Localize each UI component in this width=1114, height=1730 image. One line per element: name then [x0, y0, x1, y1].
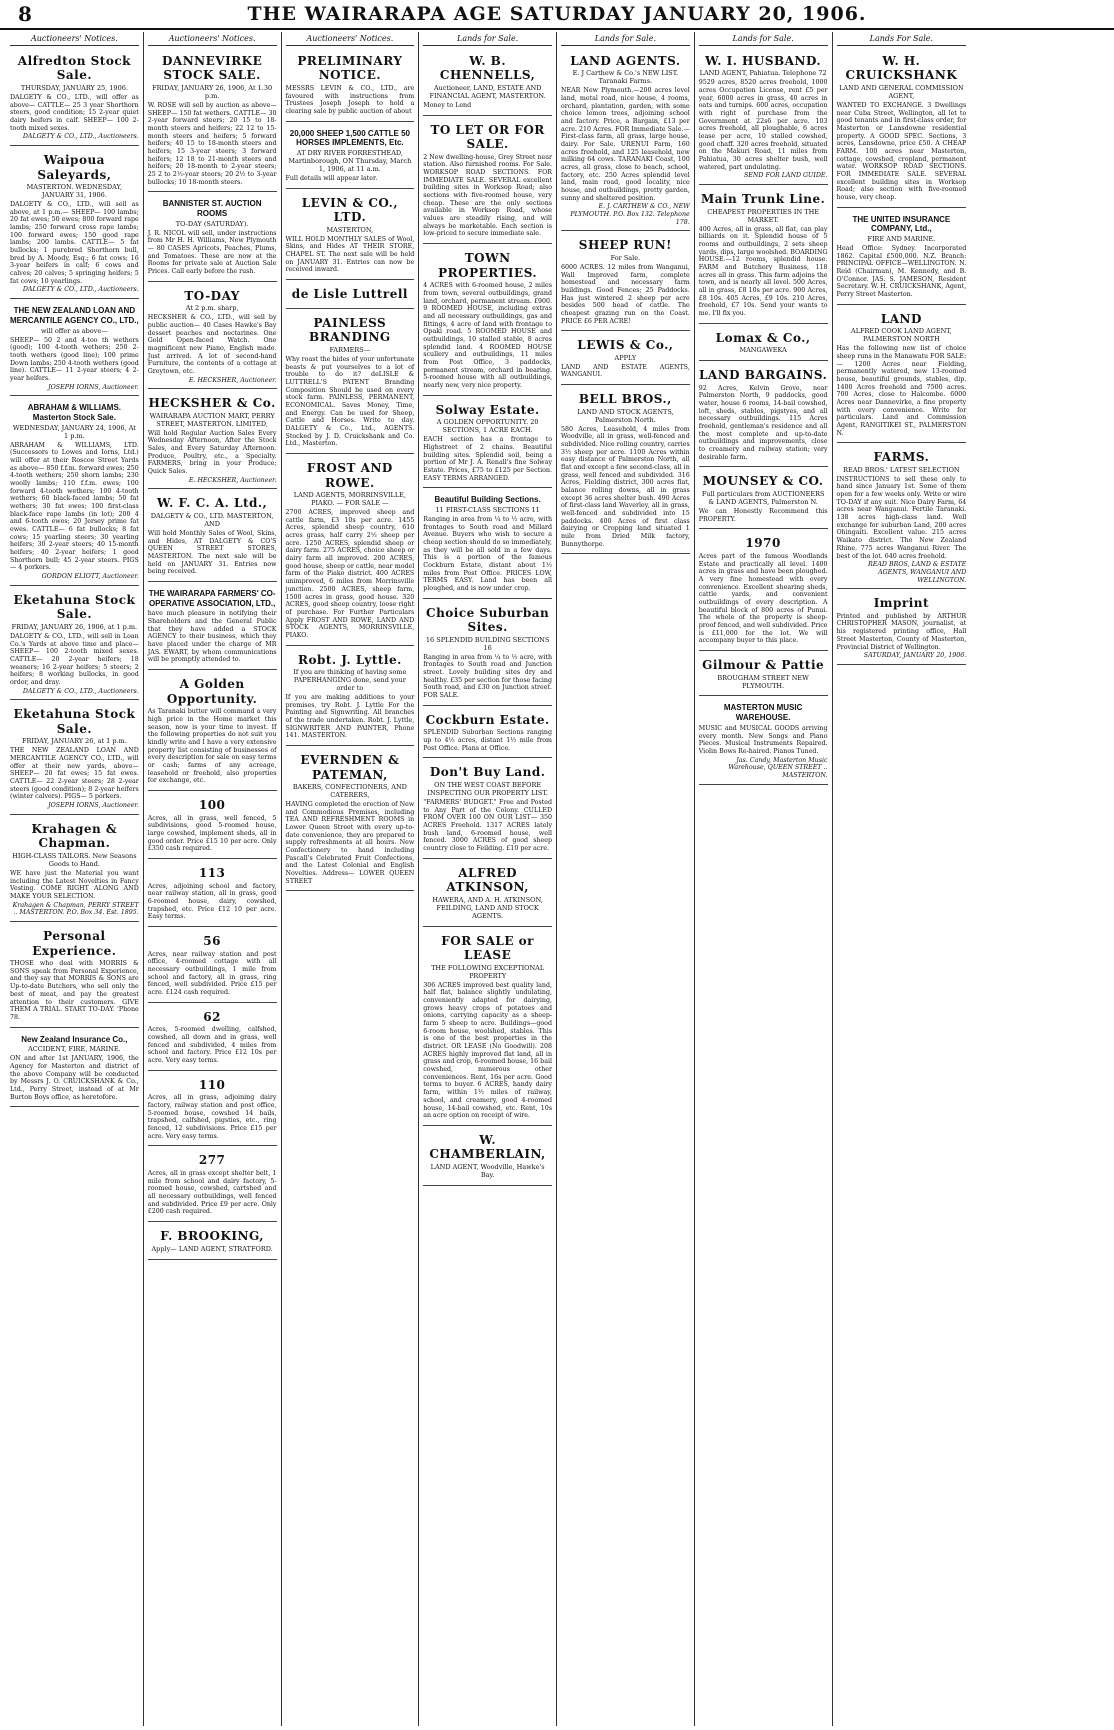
ad-subheading: FRIDAY, JANUARY 26, 1906, At 1.30 p.m. [152, 84, 273, 100]
ad-heading: BELL BROS., [578, 392, 672, 407]
column-7 [833, 32, 971, 1726]
ad-body: ABRAHAM & WILLIAMS, LTD. (Successors to Lowes and Iorns, Ltd.) will offer at their Roscoe Street Yards as above— 850 f.f.m. forward ewes; 250 4-tooth wethers; 250 shorn lambs; 230 woolly lambs; 110 f.f.m. ewes; 100 forward 4-tooth wethers; 100 4-tooth wethers; 60 black-faced lambs; 50 fat wethers; 30 fat ewes; 100 first-class black-face rape lambs (in lot); 200 4 and 6-tooth ewes; 20 Jersey prime fat ewes. CATTLE— 6 fat bullocks; 8 fat cows; 15 yearling steers; 30 yearling heifers; 30 2-year steers; 40 15-month heifers; 40 2-year heifers; 1 good Shorthorn bull; 45 2-year steers. PIGS— 4 porkers. [10, 441, 139, 572]
ad-subheading: BROUGHAM STREET NEW PLYMOUTH. [717, 673, 809, 690]
ad-heading: W. CHAMBERLAIN, [429, 1132, 546, 1162]
ad-body: Will hold Monthly Sales of Wool, Skins, and Hides, AT DALGETY & CO'S QUEEN STREET STORES, MASTERTON. The next sale will be held on JANUARY 31. Entries now being received. [147, 529, 277, 576]
ad-body: Head Office: Sydney. Incorporated 1862. Capital £500,000. N.Z. Branch: PRINCIPAL OFFICE—WELLINGTON. N. Reid (Chairman), M. Kennedy, and B. O'Connor. JAS. S. JAMESON, Resident Secretary. W. H. CRUICKSHANK, Agent, Perry Street Masterton. [836, 245, 967, 299]
ad-heading: Don't Buy Land. [429, 765, 546, 780]
ad-heading: LAND BARGAINS. [698, 368, 828, 383]
ad-signature: JOSEPH IORNS, Auctioneer. [48, 802, 139, 810]
advertisement [148, 672, 277, 791]
ad-signature: DALGETY & CO., LTD., Auctioneers. [22, 286, 139, 294]
ad-subheading: LAND AGENTS, MORRINSVILLE, PIAKO. — FOR SALE — [293, 491, 406, 508]
ad-subheading: MANGAWEKA [739, 346, 787, 355]
ad-subheading: E. J Carthew & Co.'s NEW LIST. Taranaki Farms. [572, 69, 679, 86]
ad-body: MESSRS LEVIN & CO., LTD., are favoured with instructions from Trustees Joseph Joseph to hold a clearing sale by public auction of about [285, 85, 415, 116]
ad-heading: Eketahuna Stock Sale. [13, 707, 136, 736]
ad-heading: de Lisle Luttrell [291, 287, 408, 302]
ad-heading: ABRAHAM & WILLIAMS. Masterton Stock Sale. [27, 403, 122, 422]
ad-body: As Taranaki butter will command a very high price in the Home market this season, now is your time to invest. If the following properties do not suit you kindly write and I have a very extensive property list consisting of businesses of every description for sale on easy terms or cash; farms of any acreage, leasehold or freehold, also properties for exchange, etc. [147, 708, 277, 785]
ad-heading: W. H. CRUICKSHANK [845, 53, 958, 83]
ad-heading: W. F. C. A. Ltd., [157, 496, 268, 511]
advertisement [10, 817, 139, 922]
ad-body: SHEEP— 50 2 and 4-too th wethers (good); 100 4-tooth wethers; 250 2-tooth wethers (good line); 100 prime Down lambs; 250 4-tooth wethers (good line). CATTLE— 11 2-year steers; 4 2-year heifers. [10, 336, 139, 382]
column-header: Lands for Sale. [699, 34, 828, 46]
ad-body: THE NEW ZEALAND LOAN AND MERCANTILE AGENCY CO., LTD., will offer at their new yards, above— SHEEP— 20 fat ewes; 15 fat ewes. CATTLE— 22 2-year steers; 28 2-year steers (good condition); 8 2-year heifers (winter calvers). PIGS— 5 porkers. [10, 747, 139, 801]
ad-signature: DALGETY & CO., LTD., Auctioneers. [22, 687, 139, 695]
advertisement [148, 1224, 277, 1260]
ad-subheading: FARMERS— [329, 346, 371, 355]
ad-body: Money to Lend [423, 101, 472, 109]
advertisement [286, 648, 415, 746]
ad-body: Has the following new list of choice sheep runs in the Manawatu FOR SALE:— 1200 Acres near Fielding, permanently watered, new 13-roomed house, beautiful grounds, stables, dip. 1400 Acres freehold and 7500 acres. 700 Acres, close to Halcombe. 6000 Acres near Dannevirke, a fine property with every convenience. Write for particulars. Land and Commission Agent, RANGITIKEI ST., PALMERSTON N. [836, 345, 967, 437]
column-1 [6, 32, 144, 1726]
advertisement [837, 49, 967, 208]
ad-heading: LEVIN & CO., LTD. [301, 195, 399, 225]
ad-heading: Robt. J. Lyttle. [297, 652, 402, 667]
advertisement [699, 469, 828, 529]
advertisement [10, 148, 139, 299]
advertisement [10, 702, 139, 815]
advertisement [699, 653, 828, 696]
advertisement [837, 591, 967, 665]
ad-subheading: FRIDAY, JANUARY 26, at 1 p.m. [21, 737, 127, 746]
ad-signature: E. HECKSHER, Auctioneer. [188, 376, 277, 384]
page-number: 8 [18, 2, 32, 26]
ad-heading: W. B. CHENNELLS, [439, 53, 536, 83]
ad-signature: E. J. CARTHEW & CO., NEW PLYMOUTH. P.O. Box 132. Telephone 178. [570, 203, 690, 226]
ad-body: 2700 ACRES, improved sheep and cattle farm, £3 10s per acre. 1455 Acres, splendid sheep country, 610 acres grass, half carry 2½ sheep per acre. 1250 ACRES, splendid sheep or dairy farm. 275 ACRES, choice sheep or dairy farm all improved. 200 ACRES, good house, sheep or cattle, near model farm of the Piako district. 400 ACRES unimproved, 6 miles from Morrinsville junction. 2500 ACRES, sheep farm, 1500 acres in grass, good house. 320 ACRES, good sheep country, loose right of purchase. For Further Particulars Apply FROST AND ROWE, LAND AND STOCK AGENTS, MORRINSVILLE, PIAKO. [285, 509, 415, 639]
ad-heading: W. I. HUSBAND. [705, 53, 822, 68]
ad-heading: LAND [880, 311, 922, 326]
ad-heading: MASTERTON MUSIC WAREHOUSE. [723, 703, 803, 723]
advertisement [148, 1073, 277, 1147]
ad-heading: THE NEW ZEALAND LOAN AND MERCANTILE AGENCY CO., LTD., [10, 306, 139, 325]
ad-body: DALGETY & CO., LTD., will sell as above, at 1 p.m.— SHEEP— 100 lambs; 20 fat ewes; 50 ewes; 800 forward rape lambs; 250 forward cross rape lambs; 100 forward ewes; 150 good rape lambs; 200 lambs. CATTLE— 5 fat bullocks; 1 purebred Shorthorn bull, bred by A. Moody, Esq.; 6 fat cows; 16 3-year heifers in calf; 6 cows and calves; 20 calves; 5 springing heifers; 5 fat cows; 10 yearlings. [10, 201, 139, 285]
advertisement [286, 124, 415, 189]
ad-heading: FARMS. [873, 450, 930, 465]
advertisement [148, 861, 277, 927]
ad-body: Will hold Regular Auction Sales Every Wednesday Afternoon, After the Stock Sales, and Every Saturday Afternoon. Produce, Poultry, etc., a Specialty. FARMERS, bring in your Produce; Quick Sales. [147, 429, 277, 476]
ad-subheading: ACCIDENT, FIRE, MARINE. [28, 1045, 121, 1054]
ad-body: WILL HOLD MONTHLY SALES of Wool, Skins, and Hides AT THEIR STORE, CHAPEL ST. The next sale will be held on JANUARY 31. Entries can now be received inward. [285, 235, 415, 274]
ad-subheading: will offer as above— [41, 326, 108, 335]
ad-signature: DALGETY & CO., LTD., Auctioneers. [22, 133, 139, 141]
column-6 [695, 32, 833, 1726]
advertisement [423, 49, 552, 116]
ad-subheading: Full particulars from AUCTIONEERS & LAND AGENTS, Palmerston N. [701, 490, 825, 506]
advertisement [561, 333, 690, 385]
advertisement [10, 588, 139, 701]
ad-subheading: ALFRED COOK LAND AGENT, PALMERSTON NORTH [851, 327, 952, 344]
advertisement [423, 601, 552, 706]
ad-body: WE have just the Material you want including the Latest Novelties in Fancy Vesting. COME RIGHT ALONG AND MAKE YOUR SELECTION. [10, 869, 139, 900]
column-header: Lands for Sale. [423, 34, 552, 46]
column-header: Auctioneers' Notices. [10, 34, 139, 46]
ad-heading: 277 [198, 1153, 226, 1168]
advertisement [286, 456, 415, 646]
ad-body: HECKSHER & CO., LTD., will sell by public auction— 40 Cases Hawke's Bay dessert peaches and nectarines. One Gold Open-faced Watch. One magnificent new Piano, English made. Just arrived. A lot of second-hand Furniture, the contents of a cottage at Greytown, etc. [147, 314, 277, 375]
ad-heading: Personal Experience. [32, 928, 117, 958]
ad-body: 580 Acres, Leasehold, 4 miles from Woodville, all in grass, well-fenced and subdivided. Nice rolling country, carries 3½ sheep per acre. 1100 Acres within easy distance of Palmerston North, all flat and except a few second-class, all in grass, well fenced and subdivided. 316 Acres, Fielding district, 300 acres flat, balance rolling downs, all in grass except 36 acres shelter bush. 490 Acres of first-class land Waverley, all in grass, well-fenced and subdivided into 15 paddocks. 400 Acres of first class dairying or Cropping land situated 1 mile from Dried Milk factory, Bunnythorpe. [561, 425, 690, 548]
ad-body: 6000 ACRES. 12 miles from Wanganui, Wall Improved farm, complete homestead and necessary farm buildings. Good Fences; 25 Paddocks. Has just wintered 2 sheep per acre besides 500 head of cattle. The cheapest grazing run on the Coast. PRICE £6 PER ACRE! [561, 263, 690, 325]
ad-body: WANTED TO EXCHANGE. 3 Dwellings near Cuba Street, Wellington, all let to good tenants and in first-class order, for Masterton or Lansdowne residential property. A GOOD SPEC. Sections, 3 acres, Lansdowne, price £50. A CHEAP FARM. 100 acres near Masterton, cottage, cowshed, cropland, permanent water. WORKSOP ROAD SECTIONS. FOR IMMEDIATE SALE. SEVERAL excellent building sites in Worksop Road; also section with five-roomed house, very cheap. [836, 101, 967, 201]
advertisement [423, 246, 552, 396]
ad-subheading: LAND AND STOCK AGENTS, Palmerston North. [577, 407, 674, 424]
ad-subheading: LAND AND GENERAL COMMISSION AGENT, [839, 84, 964, 100]
ad-heading: 110 [198, 1077, 226, 1092]
column-header: Auctioneers' Notices. [286, 34, 415, 46]
ad-body: 4 ACRES with 6-roomed house, 2 miles from town, several outbuildings, grand land, orchard, permanent stream. £900. 9 ROOMED HOUSE, including extras and all necessary outbuildings, gas and fittings, 4 acre of land with frontage to Opaki road. 5 ROOMED HOUSE and outbuildings, 10 stalled stable, 8 acres splendid land. 4 ROOMED HOUSE scullery and outbuildings, 11 miles from Post Office, 3 paddocks, permanent stream, orchard in bearing. 5-roomed house with all outbuildings, nearly new, very nice property. [423, 282, 552, 390]
ad-heading: LEWIS & Co., [577, 338, 674, 353]
advertisement [423, 398, 552, 489]
columns [6, 32, 1108, 1726]
advertisement [148, 929, 277, 1003]
ad-body: 92 Acres, Kelvin Grove, near Palmerston North, 9 paddocks, good water, house 6 rooms, 14-bail cowshed, loft, sheds, stables, pigstyes, and all necessary outbuildings. 115 Acres freehold, gentleman's residence and all the most complete and up-to-date outbuildings and improvements, close to creamery and railway station; very desirable farm. [698, 384, 828, 461]
advertisement [699, 187, 828, 324]
ad-heading: HECKSHER & Co. [148, 396, 276, 411]
advertisement [423, 929, 552, 1126]
column-4 [419, 32, 557, 1726]
ad-body: Acres, near railway station and post office, 4-roomed cottage with all necessary outbuildings, 1 mile from school and factory, all in grass, ring fenced, well subdivided. Price £15 per acre. £124 cash required. [147, 950, 277, 997]
ad-signature: E. HECKSHER, Auctioneer. [188, 476, 277, 484]
ad-subheading: APPLY [614, 353, 637, 362]
column-header: Lands For Sale. [837, 34, 967, 46]
ad-heading: LAND AGENTS. [570, 53, 681, 68]
ad-heading: 56 [203, 934, 221, 949]
ad-heading: Waipoua Saleyards, [37, 152, 112, 182]
ad-signature: JOSEPH IORNS, Auctioneer. [48, 383, 139, 391]
advertisement [837, 445, 967, 589]
advertisement [423, 708, 552, 759]
ad-heading: ALFRED ATKINSON, [446, 865, 529, 895]
ad-subheading: WAIRARAPA AUCTION MART, PERRY STREET, MASTERTON. LIMITED, [149, 411, 275, 428]
advertisement [837, 307, 967, 444]
advertisement [148, 194, 277, 281]
ad-heading: Main Trunk Line. [700, 192, 826, 207]
ad-heading: THE WAIRARAPA FARMERS' CO-OPERATIVE ASSOCIATION, LTD., [148, 588, 276, 608]
ad-heading: SHEEP RUN! [578, 238, 672, 253]
ad-heading: Lomax & Co., [715, 330, 811, 345]
advertisement [561, 387, 690, 554]
ad-heading: 100 [198, 798, 226, 813]
advertisement [423, 1128, 552, 1186]
ad-subheading: THE FOLLOWING EXCEPTIONAL PROPERTY [431, 963, 545, 980]
ad-heading: Solway Estate. [435, 402, 540, 417]
advertisement [148, 491, 277, 582]
ad-body: DALGETY & CO., LTD., will sell in Loan Co.'s Yards at above time and place— SHEEP— 100 2-tooth mixed sexes. CATTLE— 20 2-year heifers; 18 weaners; 16 2-year heifers; 5 steers; 2 heifers; 8 working bullocks, in good order, and dray. [10, 632, 139, 686]
advertisement [699, 531, 828, 651]
ad-subheading: AT DRY RIVER FORRESTHEAD, Martinborough, ON Thursday, March 1, 1906, at 11 a.m. [288, 149, 412, 174]
ad-body: DALGETY & CO., LTD., will offer as above— CATTLE— 25 3 year Shorthorn steers, good condition; 15 2-year quiet dairy heifers in calf. SHEEP— 100 2-tooth mixed sexes. [10, 93, 139, 132]
ad-body: Why roast the hides of your unfortunate beasts & put yourselves to a lot of trouble to do it? deLISLE & LUTTRELL'S PATENT Branding Composition Should be used on every stock farm. PAINLESS, PERMANENT, ECONOMICAL. Saves Money, Time, and Energy. Can be used for Sheep, Cattle and Horses. Write to day. DALGETY & Co., Ltd., AGENTS. Stocked by J. D. Cruickshank and Co. Ltd., Masterton. [285, 355, 415, 448]
ad-subheading: Apply— LAND AGENT, STRATFORD. [151, 1244, 273, 1253]
ad-body: EACH section has a frontage to Highstreet of 2 chains. Beautiful building sites. Splendid soil, being a portion of Mr J. A. Renall's fine Solway Estate. Prices, £75 to £125 per Section. EASY TERMS ARRANGED. [423, 436, 552, 482]
ad-heading: F. BROOKING, [160, 1229, 264, 1244]
ad-signature: GORDON ELIOTT, Auctioneer. [41, 573, 139, 580]
ad-heading: New Zealand Insurance Co., [21, 1034, 128, 1044]
ad-heading: A Golden Opportunity. [166, 677, 258, 706]
ad-subheading: HAWERA, AND A. H. ATKINSON, FEILDING, LAND AND STOCK AGENTS. [432, 895, 543, 920]
ad-heading: EVERNDEN & PATEMAN, [300, 752, 400, 782]
ad-body: Ranging in area from ¼ to ½ acre, with frontages to South road and Millard Avenue. Buyers who wish to secure a cheap section should do so immediately, as they will be all sold in a few days. This is a portion of the famous Cockburn Estate, distant about 1½ miles from Post Office. PRICES LOW, TERMS EASY. Land has been all ploughed, and is now under crop. [423, 515, 552, 593]
advertisement [561, 233, 690, 331]
ad-subheading: ON THE WEST COAST BEFORE INSPECTING OUR PROPERTY LIST. [427, 781, 548, 798]
masthead-title: THE WAIRARAPA AGE SATURDAY JANUARY 20, 1906. [247, 3, 867, 25]
ad-heading: Cockburn Estate. [425, 712, 550, 727]
ad-heading: Krahagen & Chapman. [31, 821, 118, 851]
ad-body: INSTRUCTIONS to sell these only to hand since January 1st. Some of them open for a few weeks only. Write or wire TO-DAY if any suit. Nice Dairy Farm, 64 acres near Wanganui. Fertile Taranaki. 138 acres high-class land. Well exchange for suburban Land, 200 acres Ohingaiti. Excellent value. 215 acres Waikato district. The New Zealand Rhine. 775 acres Wanganui River. The best of the lot. 640 acres freehold. [836, 475, 967, 560]
ad-heading: 1970 [745, 536, 781, 551]
advertisement [148, 584, 277, 670]
advertisement [10, 301, 139, 396]
advertisement [286, 282, 415, 309]
ad-subheading: HIGH-CLASS TAILORS. New Seasons Goods to Hand. [12, 852, 137, 868]
ad-body: J. R. NICOL will sell, under instructions from Mr H. H. Williams, New Plymouth— 80 CASES Apricots, Peaches, Plums, and Tomatoes. These are now at the Rooms for private sale at Auction Sale Prices. Call early before the rush. [147, 229, 277, 276]
ad-heading: DANNEVIRKE STOCK SALE. [161, 53, 263, 83]
column-3 [282, 32, 420, 1726]
ad-heading: PAINLESS BRANDING [309, 315, 391, 345]
masthead [0, 0, 1114, 30]
ad-heading: TOWN PROPERTIES. [438, 251, 538, 280]
advertisement [10, 924, 139, 1028]
ad-body: Acres, all in grass except shelter belt, 1 mile from school and dairy factory, 5-roomed house, cowshed, cartshed and all necessary outbuildings, well fenced and subdivided. Price £9 per acre. Only £200 cash required. [147, 1170, 277, 1216]
ad-heading: Gilmour & Pattie [702, 657, 825, 672]
advertisement [148, 1148, 277, 1222]
ad-heading: Beautiful Building Sections. [434, 495, 541, 505]
ad-signature: SEND FOR LAND GUIDE. [743, 172, 828, 180]
ad-heading: PRELIMINARY NOTICE. [297, 53, 403, 83]
ad-signature: READ BROS, LAND & ESTATE AGENTS, WANGANUI AND WELLINGTON. [868, 561, 967, 584]
advertisement [699, 326, 828, 362]
ad-body: "FARMERS' BUDGET." Free and Posted to Any Part of the Colony. CULLED FROM OVER 100 ON OUR LIST— 350 ACRES Freehold. 1317 ACRES lately bush land, 6-roomed house, well fenced. 3000 ACRES of good sheep country close to Feilding. £10 per acre. [423, 798, 552, 852]
advertisement [699, 698, 828, 784]
advertisement [148, 793, 277, 859]
ad-body: have much pleasure in notifying their Shareholders and the General Public that they have added a STOCK AGENCY to their business, which they have placed under the charge of MR JAS. EWART, by whom communications will be promptly attended to. [147, 610, 277, 664]
ad-subheading: A GOLDEN OPPORTUNITY. 20 SECTIONS, 1 ACRE EACH. [436, 418, 539, 435]
ad-signature: Krahagen & Chapman, PERRY STREET .. MASTERTON. P.O. Box 34. Est. 1895. [12, 901, 139, 917]
advertisement [10, 49, 139, 146]
ad-signature: Jas. Candy, Masterton Music Warehouse, QUEEN STREET .. MASTERTON. [728, 756, 828, 779]
ad-body: Acres, 5-roomed dwelling, calfshed, cowshed, all down and in grass, well fenced and subdivided, 4 miles from school and factory. Price £12 10s per acre. Very easy terms. [147, 1026, 277, 1065]
advertisement [423, 760, 552, 858]
ad-subheading: FIRE AND MARINE. [867, 235, 936, 244]
ad-body: If you are making additions to your premises, try Robt. J. Lyttle For the Painting and Signwriting. All branches of the trade undertaken. Robt. J. Lyttle, SIGNWRITER AND PAINTER, Phone 141. MASTERTON. [285, 693, 415, 740]
column-5 [557, 32, 695, 1726]
ad-body: MUSIC and MUSICAL GOODS arriving every month. New Songs and Piano Pieces. Musical Instruments Repaired. Violin Bows Re-haired. Pianos Tuned. [698, 724, 828, 755]
ad-signature: SATURDAY, JANUARY 20, 1906. [863, 652, 967, 660]
ad-body: Acres part of the famous Woodlands Estate and practically all level. 1400 acres in grass and have been ploughed. A very fine homestead with every convenience. Excellent shearing sheds, cattle yards, and convenient outbuildings of every description. A beautiful block of 800 acres of Punui. The whole of the property is sheep-proof fenced, and well subdivided. Price is £11,000 for the lot. We will accompany buyer to this place. [698, 552, 828, 645]
advertisement [286, 49, 415, 122]
ad-heading: Imprint [873, 596, 930, 611]
advertisement [699, 363, 828, 467]
ad-body: 9529 acres, 8520 acres freehold, 1000 acres Occupation License, rent £5 per year, 6000 acres in grass, 40 acres in oats and turnips. 600 acres, occupation with right of purchase from the Government at 22s6 per acre. 103 acres freehold, all ploughable, 6 acres lease per acre, 10 stalled cowshed, good chaff. 320 acres freehold, situated on the Makuri Road, 11 miles from Pahiatua, 30 acres shelter bush, well watered, part undulating. [698, 79, 828, 171]
ad-body: Full details will appear later. [285, 174, 378, 182]
advertisement [148, 49, 277, 192]
advertisement [561, 49, 690, 232]
ad-subheading: LAND AGENT, Woodville, Hawke's Bay. [430, 1163, 545, 1180]
ad-body: 400 Acres, all in grass, all flat, can play billiards on it. Splendid house of 5 rooms and outbuildings, 2 sets sheep yards, dips, large woolshed. BOARDING HOUSE.—12 rooms, splendid house. FARM and Butchery Business, 118 acres all in grass. This farm adjoins the town, and is nearly all level. 500 Acres, all in grass, £8 10s per acre. 900 Acres, £8 10s. 405 Acres, £9 10s. 210 Acres, freehold, £7 10s. Send your wants to me. I'll fix you. [698, 225, 828, 317]
advertisement [837, 210, 967, 305]
ad-subheading: DALGETY & CO., LTD. MASTERTON, AND [150, 512, 274, 528]
ad-subheading: 11 FIRST-CLASS SECTIONS 11 [435, 506, 540, 515]
ad-heading: Eketahuna Stock Sale. [13, 592, 136, 622]
ad-body: We can Honestly Recommend this PROPERTY. [698, 507, 828, 523]
ad-subheading: MASTERTON. WEDNESDAY, JANUARY 31, 1906. [26, 183, 123, 200]
ad-subheading: 16 SPLENDID BUILDING SECTIONS 16 [425, 635, 550, 652]
ad-subheading: TO-DAY (SATURDAY). [175, 219, 249, 228]
ad-heading: 113 [198, 866, 226, 881]
advertisement [148, 391, 277, 489]
advertisement [286, 191, 415, 281]
ad-body: THOSE who deal with MORRIS & SONS speak from Personal Experience, and they say that MORRIS & SONS are Up-to-date Butchers, who sell only the best of meat, and pay the greatest attention to their customers. GIVE THEM A TRIAL. START TO-DAY. 'Phone 78. [10, 960, 139, 1021]
column-header: Lands for Sale. [561, 34, 690, 46]
ad-body: HAVING completed the erection of New and Commodious Premises, including TEA AND REFRESHMENT ROOMS in Lower Queen Street with every up-to-date convenience, they are prepared to supply refreshments at all hours. New Confectionery to hand including Pascall's Celebrated Fruit Confections, and the Latest Colonial and English Novelties. Address— LOWER QUEEN STREET [285, 801, 415, 885]
advertisement [10, 398, 139, 585]
ad-body: Acres, all in grass, well fenced, 5 subdivisions, good 5-roomed house, large cowshed, implement sheds, all in good order. Price £15 10 per acre. Only £350 cash required. [147, 814, 277, 853]
ad-body: NEAR New Plymouth.—200 acres level land, metal road, nice house, 4 rooms, orchard, plantation, garden, with some choice lemon trees, adjoining school and factory. Price, a Bargain, £13 per acre. 210 Acres. FOR Immediate Sale.—First-class farm, all grass, large house, dairy. For Sale. URENUI Farm, 160 acres freehold, and 125 leasehold, new milking 64 cows. TARANAKI Coast, 100 acres, all grass, close to beach, school, factory, etc. 250 Acres splendid level land, main road, good locality, nice house, and outbuildings, pretty garden, sunny and sheltered position. [561, 87, 690, 202]
ad-subheading: MASTERTON, [326, 225, 374, 234]
ad-subheading: READ BROS.' LATEST SELECTION [843, 465, 960, 474]
ad-heading: MOUNSEY & CO. [702, 474, 824, 489]
ad-body: Printed and published by ARTHUR CHRISTOPHER MASON, journalist, at his registered printing office, Hall Street Masterton, County of Masterton, Provincial District of Wellington. [836, 612, 967, 651]
advertisement [423, 490, 552, 598]
ad-heading: 62 [203, 1009, 221, 1024]
advertisement [286, 311, 415, 454]
ad-subheading: For Sale. [610, 253, 641, 262]
ad-subheading: If you are thinking of having some PAPERHANGING done, send your order to [293, 668, 407, 692]
ad-body: SPLENDID Suburban Sections ranging up to 4½ acres, distant 1½ mile from Post Office. Plans at Office. [423, 729, 552, 752]
ad-subheading: CHEAPEST PROPERTIES IN THE MARKET. [707, 207, 820, 224]
ad-heading: TO LET OR FOR SALE. [430, 122, 545, 152]
column-header: Auctioneers' Notices. [148, 34, 277, 46]
advertisement [286, 748, 415, 891]
ad-body: 2 New dwelling-house, Grey Street near station. Also furnished rooms. For Sale. WORKSOP ROAD SECTIONS. FOR IMMEDIATE SALE. SEVERAL excellent building sites in Worksop Road; also sections with five-roomed house, very cheap. These are the only sections available in Worksop Road, whose values are steadily rising, and will always be marketable. Each section is low-priced to secure immediate sale. [423, 153, 552, 238]
ad-body: 306 ACRES improved best quality land, half flat, balance slightly undulating, conveniently adapted for dairying, grows heavy crops of potatoes and onions, carrying capacity as a sheep-farm 5 sheep to acre. Buildings—good 6-room house, woolshed, stables. This is one of the best properties in the district. OR LEASE (No Goodwill). 208 ACRES highly improved flat land, all in grass and crop, 6-roomed house, 16 bail cowshed, numerous other conveniences. Rent, 16s per acre. Good terms to buyer. 6 ACRES, handy dairy farm, within 1½ miles of railway, school, and creamery, good 4-roomed house, 14-bail cowshed, etc. Rent, 10s an acre option on receipt of wire. [423, 981, 552, 1120]
ad-body: Acres, all in grass, adjoining dairy factory, railway station and post office, 5-roomed house, cowshed 14 bails, trapshed, calfshed, pigsties, etc., ring fenced, 12 subdivisions. Price £15 per acre. Very easy terms. [147, 1094, 277, 1140]
column-2 [144, 32, 282, 1726]
ad-subheading: THURSDAY, JANUARY 25, 1906. [20, 84, 128, 92]
ad-heading: FOR SALE or LEASE [441, 933, 534, 963]
ad-heading: FROST AND ROWE. [306, 461, 393, 490]
ad-subheading: Auctioneer, LAND, ESTATE AND FINANCIAL AGENT, MASTERTON. [429, 84, 546, 100]
ad-heading: THE UNITED INSURANCE COMPANY, Ltd., [852, 214, 951, 234]
ad-body: Ranging in area from ¼ to ½ acre, with frontages to South road and Junction street. Lovely building sites dry and healthy. £35 per section for those facing South road, and £30 on Junction street. FOR SALE. [423, 653, 552, 700]
ad-heading: 20,000 SHEEP 1,500 CATTLE 50 HORSES IMPLEMENTS, Etc. [289, 128, 410, 148]
ad-subheading: LAND AGENT, Pahiatua. Telephone 72 [699, 69, 827, 78]
advertisement [10, 1030, 139, 1108]
advertisement [699, 49, 828, 185]
ad-body: ON and after 1st JANUARY, 1906, the Agency for Masterton and district of the above Company will be conducted by Messrs J. O. CRUICKSHANK & Co., Ltd., Perry Street, instead of at Mr Burton Boys office, as heretofore. [10, 1055, 139, 1101]
ad-heading: TO-DAY [184, 288, 240, 303]
advertisement [148, 284, 277, 390]
ad-subheading: WEDNESDAY, JANUARY 24, 1906, At 1 p.m. [12, 423, 136, 440]
ad-body: W. ROSE will sell by auction as above— SHEEP— 150 fat wethers. CATTLE— 30 2-year forward steers; 20 15 to 18-month steers and heifers; 22 12 to 15-month steers and heifers; 5 forward heifers; 40 15 to 18-month steers and heifers; 15 3-year steers; 3 forward heifers; 12 18 to 21-month steers and heifers; 20 18-month to 2-year steers; 25 2 to 2½-year steers; 20 2½ to 3-year bullocks; 10 18-month steers. [147, 101, 277, 186]
ad-body: LAND AND ESTATE AGENTS, WANGANUI. [561, 363, 690, 379]
ad-heading: Choice Suburban Sites. [426, 605, 550, 635]
advertisement [148, 1005, 277, 1071]
advertisement [423, 861, 552, 927]
ad-body: Acres, adjoining school and factory, near railway station, all in grass, good 6-roomed house, dairy, cowshed, trapshed, etc. Price £12 10 per acre. Easy terms. [147, 882, 277, 921]
advertisement [423, 118, 552, 245]
ad-subheading: At 2 p.m. sharp, [185, 304, 239, 313]
ad-subheading: BAKERS, CONFECTIONERS, AND CATERERS, [292, 783, 407, 800]
ad-subheading: FRIDAY, JANUARY 26, 1906, at 1 p.m. [11, 622, 138, 631]
ad-heading: BANNISTER ST. AUCTION ROOMS [162, 199, 262, 218]
ad-heading: Alfredton Stock Sale. [17, 53, 131, 83]
